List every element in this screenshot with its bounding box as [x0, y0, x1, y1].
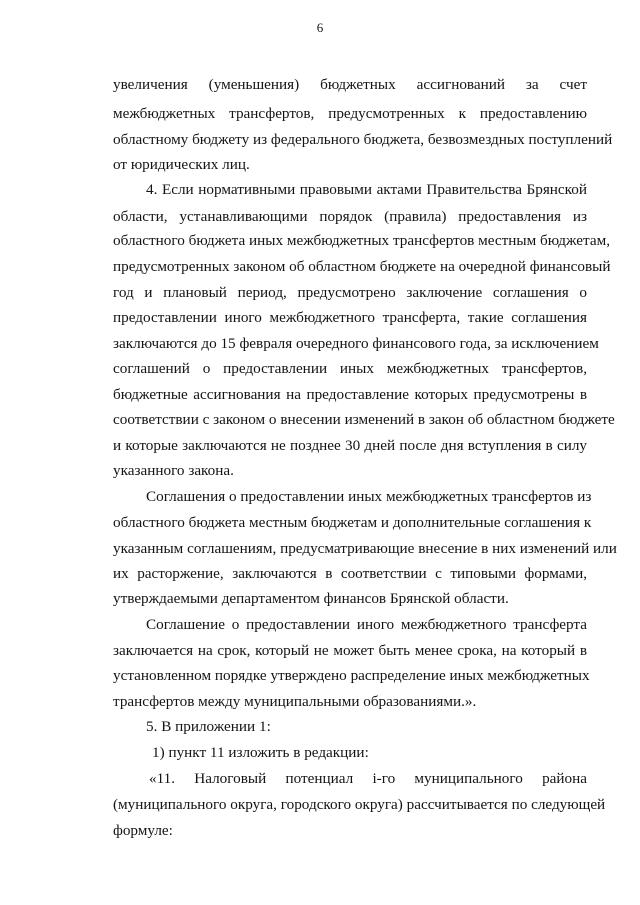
text-line: предусмотренных законом об областном бюджете на очередной финансовый: [113, 258, 611, 275]
text-line: формуле:: [113, 822, 173, 839]
text-line: 4. Если нормативными правовыми актами Правительства Брянской: [146, 181, 587, 198]
text-line: 1) пункт 11 изложить в редакции:: [152, 744, 369, 761]
text-line: утверждаемыми департаментом финансов Брянской области.: [113, 590, 509, 607]
text-line: областному бюджету из федерального бюджета, безвозмездных поступлений: [113, 131, 613, 148]
text-line: области, устанавливающими порядок (правила) предоставления из: [113, 208, 587, 225]
text-line: Соглашения о предоставлении иных межбюджетных трансфертов из: [146, 488, 592, 505]
text-line: соглашений о предоставлении иных межбюджетных трансфертов,: [113, 360, 587, 377]
text-line: областного бюджета местным бюджетам и дополнительные соглашения к: [113, 514, 592, 531]
page-number: 6: [316, 20, 324, 35]
text-line: трансфертов между муниципальными образованиями.».: [113, 693, 477, 710]
text-line: заключается на срок, который не может быть менее срока, на который в: [113, 642, 587, 659]
text-line: бюджетные ассигнования на предоставление которых предусмотрены в: [113, 386, 587, 403]
text-line: их расторжение, заключаются в соответствии с типовыми формами,: [113, 565, 587, 582]
text-line: 5. В приложении 1:: [146, 718, 271, 735]
text-line: межбюджетных трансфертов, предусмотренных к предоставлению: [113, 105, 587, 122]
text-line: «11. Налоговый потенциал i-го муниципального района: [149, 770, 587, 787]
text-line: установленном порядке утверждено распределение иных межбюджетных: [113, 667, 590, 684]
text-line: указанного закона.: [113, 462, 234, 479]
text-line: год и плановый период, предусмотрено заключение соглашения о: [113, 284, 587, 301]
text-line: (муниципального округа, городского округа) рассчитывается по следующей: [113, 796, 606, 813]
text-line: указанным соглашениям, предусматривающие внесение в них изменений или: [113, 540, 617, 557]
text-line: увеличения (уменьшения) бюджетных ассигнований за счет: [113, 76, 587, 93]
text-line: областного бюджета иных межбюджетных трансфертов местным бюджетам,: [113, 232, 611, 249]
text-line: заключаются до 15 февраля очередного финансового года, за исключением: [113, 335, 599, 352]
text-line: Соглашение о предоставлении иного межбюджетного трансферта: [146, 616, 587, 633]
text-line: предоставлении иного межбюджетного трансферта, такие соглашения: [113, 309, 587, 326]
text-line: и которые заключаются не позднее 30 дней после дня вступления в силу: [113, 437, 587, 454]
text-line: соответствии с законом о внесении изменений в закон об областном бюджете: [113, 411, 615, 428]
text-line: от юридических лиц.: [113, 156, 250, 173]
